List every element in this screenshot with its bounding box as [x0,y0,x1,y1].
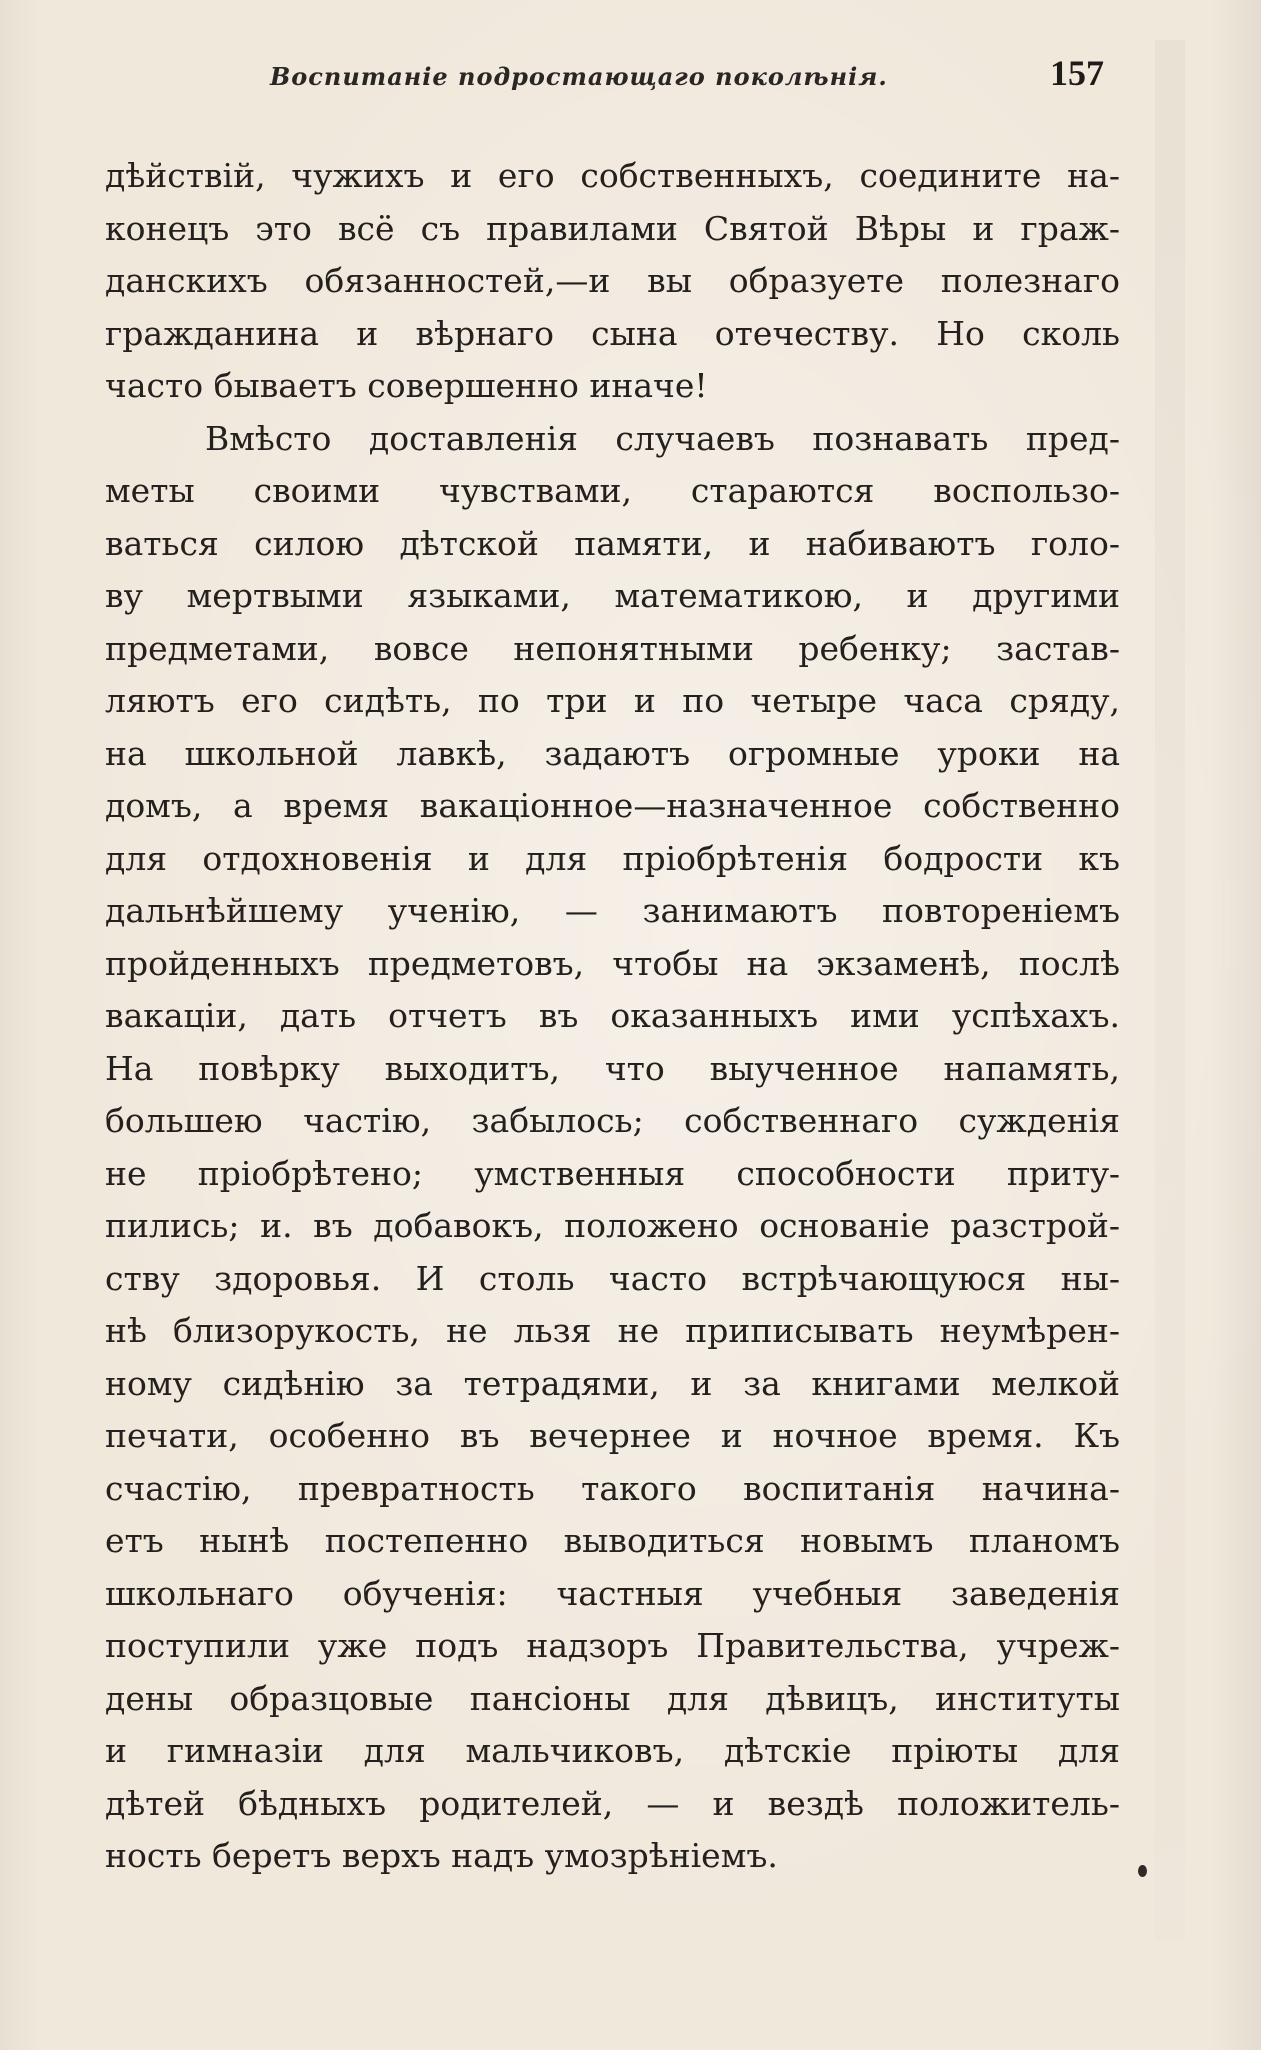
text-line: поступили уже подъ надзоръ Правительства, учреж- [105,1626,1120,1665]
text-line: ству здоровья. И столь часто встрѣчающуюся ны- [105,1258,1120,1298]
text-line: дальнѣйшему ученію, — занимаютъ повтореніемъ [105,891,1120,930]
text-line: На повѣрку выходитъ, что выученное напамять, [105,1048,1120,1088]
text-line: большею частію, забылось; собственнаго сужденія [105,1101,1120,1140]
text-line: не пріобрѣтено; умственныя способности притy- [105,1153,1120,1193]
text-line: нѣ близорукость, не льзя не приписывать неумѣрен- [105,1311,1120,1350]
text-line: меты своими чувствами, стараются воспользо- [105,471,1120,510]
text-line: часто бываетъ совершенно иначе! [105,366,708,405]
text-line: дѣтей бѣдныхъ родителей, — и вездѣ положитель- [105,1783,1120,1823]
text-line: ному сидѣнію за тетрадями, и за книгами мелкой [105,1363,1120,1403]
ink-dot [1138,1865,1147,1877]
text-line: на школьной лавкѣ, задаютъ огромные уроки на [105,733,1120,773]
text-line: гражданина и вѣрнаго сына отечеству. Но сколь [105,313,1120,353]
text-line: етъ нынѣ постепенно выводиться новымъ планомъ [105,1521,1120,1560]
text-line: и гимназіи для мальчиковъ, дѣтскіе пріюты для [105,1731,1120,1770]
text-line: дѣйствій, чужихъ и его собственныхъ, соедините на- [105,156,1120,195]
text-line: пились; и. въ добавокъ, положено основаніе разстрой- [105,1206,1120,1245]
text-line: предметами, вовсе непонятными ребенку; застав- [105,628,1120,668]
text-line: конецъ это всё съ правилами Святой Вѣры и граж- [105,208,1120,248]
text-line: счастію, превратность такого воспитанія начина- [105,1468,1120,1508]
text-line: ву мертвыми языками, математикою, и другими [105,576,1120,615]
text-line: ность беретъ верхъ надъ умозрѣніемъ. [105,1836,778,1875]
text-line: домъ, а время вакаціонное—назначенное собственно [105,786,1120,825]
body-text [105,150,1120,1883]
running-head: Воспитаніе подростающаго поколѣнія. [270,62,888,91]
text-line: Вмѣсто доставленія случаевъ познавать пред- [205,418,1120,458]
text-line: школьнаго обученія: частныя учебныя заведенія [105,1573,1120,1613]
text-line: вакаціи, дать отчетъ въ оказанныхъ ими успѣхахъ. [105,996,1120,1035]
text-line: пройденныхъ предметовъ, чтобы на экзаменѣ, послѣ [105,943,1120,983]
bleed-through-shadow [1155,40,1185,1940]
text-line: дены образцовые пансіоны для дѣвицъ, институты [105,1678,1120,1718]
page-number: 157 [1050,53,1104,93]
text-line: ваться силою дѣтской памяти, и набиваютъ голо- [105,523,1120,563]
text-line: для отдохновенія и для пріобрѣтенія бодрости къ [105,838,1120,878]
text-line: данскихъ обязанностей,—и вы образуете полезнаго [105,261,1120,300]
text-line: печати, особенно въ вечернее и ночное время. Къ [105,1416,1120,1455]
text-line: ляютъ его сидѣть, по три и по четыре часа сряду, [105,681,1120,720]
